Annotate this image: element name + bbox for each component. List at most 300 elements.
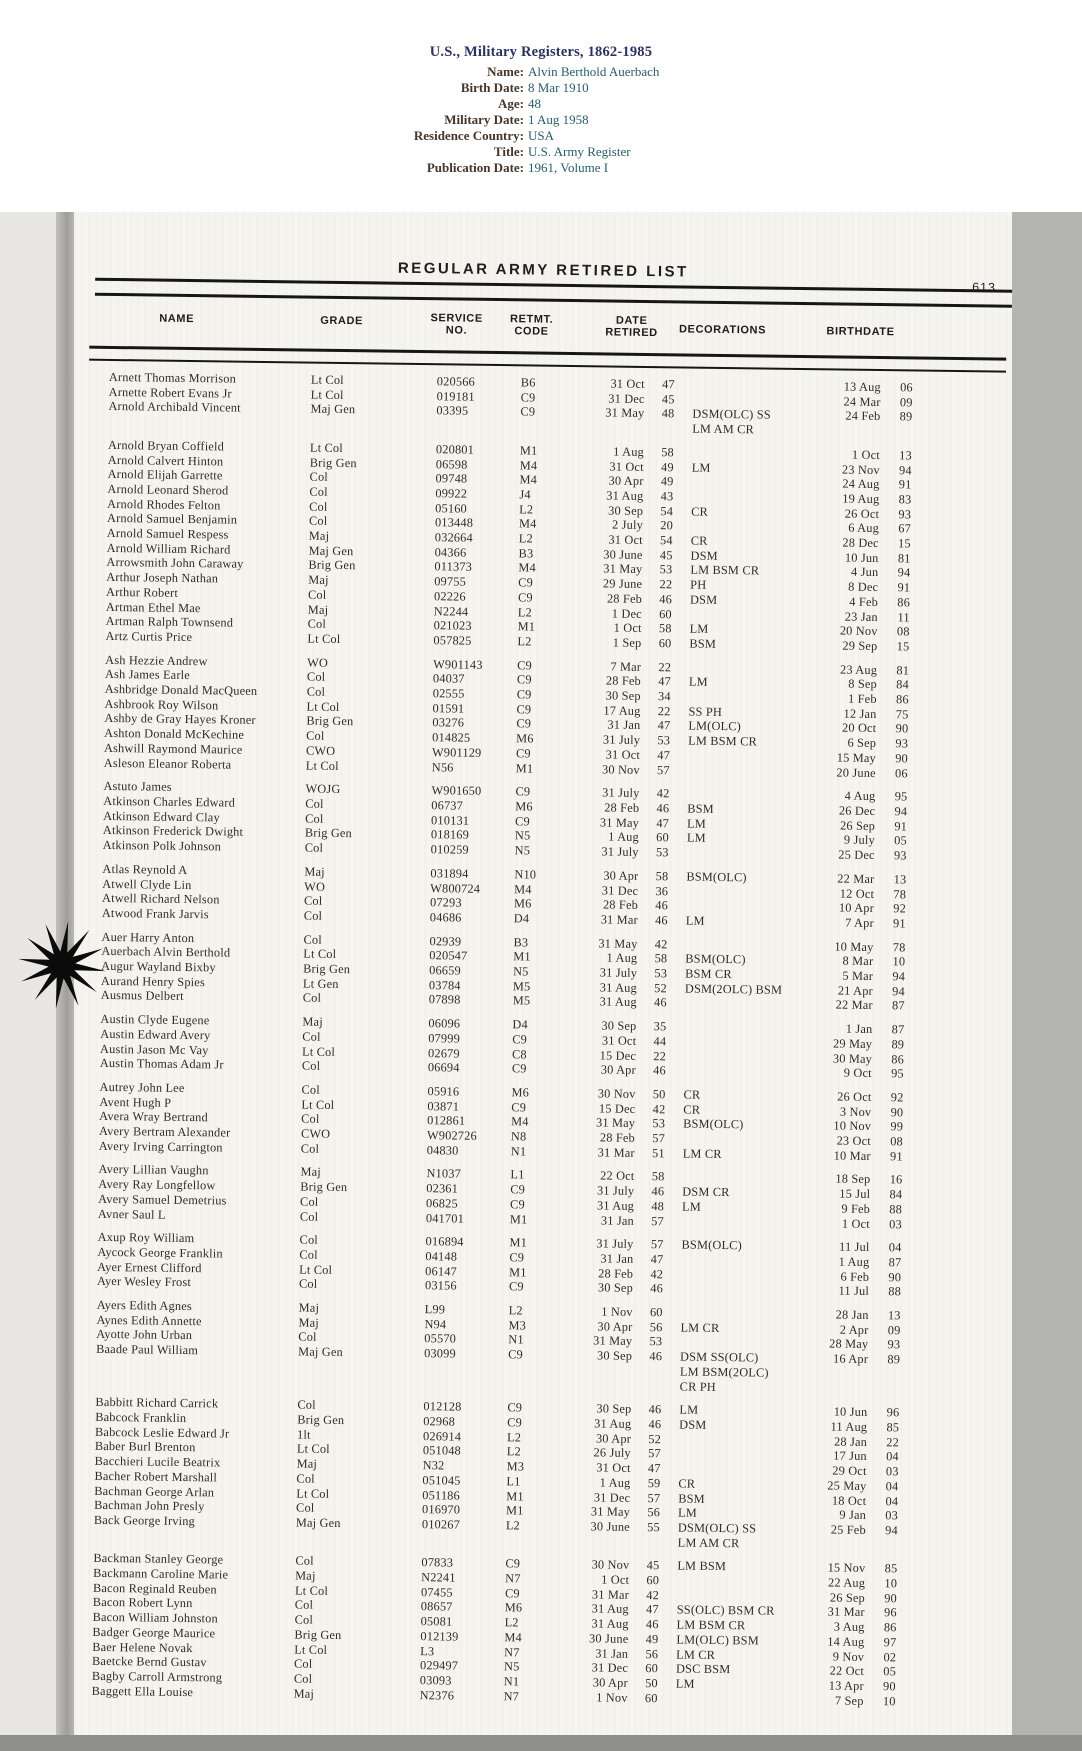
- cell-birthdate-year: 97: [883, 1635, 897, 1650]
- cell-date-year: 46: [650, 1281, 664, 1296]
- cell-date-retired: 31 Jan: [607, 717, 641, 733]
- cell-service-no: 02939: [429, 933, 462, 949]
- cell-name: Avery Lillian Vaughn: [98, 1162, 209, 1178]
- cell-decorations: DSM: [690, 548, 718, 563]
- cell-retmt-code: C9: [518, 575, 534, 590]
- cell-date-year: 57: [656, 762, 670, 777]
- cell-retmt-code: M4: [519, 457, 538, 473]
- cell-service-no: 026914: [422, 1428, 462, 1444]
- cell-date-year: 48: [651, 1198, 665, 1214]
- cell-service-no: 03099: [424, 1346, 456, 1361]
- field-label: Residence Country:: [413, 128, 524, 143]
- cell-service-no: 07898: [428, 992, 461, 1008]
- cell-service-no: 02679: [427, 1045, 460, 1061]
- cell-name: Asleson Eleanor Roberta: [103, 755, 232, 772]
- cell-birthdate-year: 05: [894, 833, 907, 848]
- cell-retmt-code: N5: [514, 843, 531, 858]
- cell-date-retired: 31 July: [596, 1183, 635, 1199]
- record-field-row: [0, 112, 1082, 128]
- cell-birthdate-year: 86: [891, 1051, 905, 1066]
- cell-date-year: 35: [653, 1019, 667, 1034]
- cell-date-retired: 30 Sep: [597, 1280, 634, 1296]
- cell-date-year: 58: [655, 868, 669, 884]
- cell-retmt-code: M4: [519, 472, 538, 487]
- cell-grade: 1lt: [296, 1427, 311, 1442]
- cell-retmt-code: N5: [514, 828, 531, 843]
- cell-name: Arnold William Richard: [106, 540, 231, 557]
- cell-date-retired: 31 Dec: [601, 882, 639, 898]
- cell-birthdate-year: 88: [889, 1202, 903, 1217]
- cell-name: Avery Samuel Demetrius: [98, 1191, 227, 1208]
- cell-date-year: 47: [662, 377, 675, 392]
- cell-date-year: 58: [661, 444, 675, 460]
- cell-decorations: LM: [686, 830, 706, 846]
- cell-retmt-code: B3: [513, 934, 529, 950]
- cell-date-year: 42: [652, 1101, 666, 1116]
- cell-birthdate: 7 Sep: [834, 1693, 864, 1708]
- cell-service-no: 012128: [423, 1399, 462, 1414]
- scanned-register-page: [74, 212, 1012, 1735]
- cell-decorations: LM: [681, 1199, 702, 1214]
- cell-name: Atkinson Frederick Dwight: [102, 823, 244, 840]
- cell-service-no: 016894: [425, 1234, 464, 1249]
- cell-service-no: 02226: [433, 589, 466, 604]
- cell-name: Bachman John Presly: [94, 1498, 205, 1514]
- cell-name: Babcock Franklin: [95, 1409, 187, 1426]
- cell-decorations: CR: [691, 504, 709, 519]
- cell-birthdate-year: 99: [890, 1119, 904, 1134]
- cell-retmt-code: C9: [517, 590, 533, 605]
- cell-service-no: 05081: [420, 1614, 453, 1629]
- cell-service-no: 07999: [428, 1031, 461, 1046]
- cell-name: Arrowsmith John Caraway: [106, 555, 244, 572]
- cell-birthdate-year: 81: [897, 551, 911, 566]
- cell-date-retired: 31 May: [590, 1504, 631, 1520]
- cell-birthdate-year: 02: [883, 1649, 897, 1664]
- cell-birthdate: 24 Mar: [843, 394, 881, 409]
- collection-title: U.S., Military Registers, 1862-1985: [429, 44, 653, 60]
- cell-decorations: SS(OLC) BSM CR: [676, 1602, 775, 1619]
- cell-date-year: 46: [648, 1417, 662, 1432]
- field-value: USA: [528, 128, 555, 143]
- cell-service-no: 019181: [436, 388, 475, 404]
- cell-retmt-code: M4: [504, 1630, 523, 1645]
- cell-grade: Lt Col: [301, 1044, 336, 1059]
- list-title: REGULAR ARMY RETIRED LIST: [397, 259, 689, 281]
- cell-decorations: DSM SS(OLC) LM BSM(2OLC) CR PH: [679, 1349, 769, 1394]
- cell-decorations: [688, 763, 788, 764]
- cell-grade: Maj: [296, 1456, 318, 1471]
- cell-retmt-code: M5: [512, 979, 531, 994]
- cell-grade: Col: [306, 684, 326, 699]
- cell-grade: Maj: [295, 1568, 316, 1583]
- field-label: Age:: [498, 96, 524, 111]
- record-header: [0, 44, 1082, 176]
- cell-birthdate-year: 85: [886, 1420, 900, 1435]
- cell-date-retired: 31 Dec: [593, 1489, 631, 1505]
- cell-grade: Lt Col: [305, 758, 339, 773]
- cell-retmt-code: M4: [518, 560, 536, 575]
- cell-service-no: 020547: [429, 948, 468, 963]
- cell-date-retired: 1 Oct: [613, 620, 642, 636]
- cell-date-year: 53: [654, 966, 668, 981]
- cell-retmt-code: M4: [518, 516, 537, 531]
- cell-name: Artman Ralph Townsend: [105, 614, 234, 630]
- cell-decorations: DSM: [679, 1417, 707, 1432]
- cell-retmt-code: M6: [516, 731, 534, 746]
- cell-date-retired: 31 Aug: [599, 994, 637, 1010]
- cell-date-retired: 15 Dec: [599, 1047, 637, 1063]
- cell-grade: Lt Col: [309, 440, 344, 455]
- cell-grade: Maj Gen: [298, 1344, 344, 1360]
- field-value: 48: [528, 96, 541, 111]
- cell-name: Ashby de Gray Hayes Kroner: [104, 711, 256, 728]
- cell-date-retired: 31 May: [593, 1333, 633, 1349]
- cell-grade: Col: [305, 811, 324, 826]
- cell-grade: Col: [298, 1276, 318, 1292]
- cell-date-year: 60: [658, 636, 672, 651]
- cell-service-no: N32: [422, 1458, 445, 1473]
- cell-retmt-code: M1: [509, 1211, 528, 1227]
- cell-name: Arnold Rhodes Felton: [107, 496, 221, 513]
- cell-date-year: 20: [660, 518, 674, 533]
- cell-birthdate-year: 09: [899, 395, 913, 410]
- cell-retmt-code: M4: [514, 881, 532, 897]
- cell-birthdate-year: 91: [889, 1148, 903, 1164]
- cell-name: Atwell Clyde Lin: [102, 876, 192, 892]
- cell-grade: Col: [304, 840, 324, 855]
- cell-decorations: DSM(OLC) SS LM AM CR: [677, 1520, 757, 1550]
- cell-date-retired: 31 Oct: [601, 1033, 637, 1048]
- cell-date-retired: 31 May: [599, 815, 640, 830]
- cell-retmt-code: M3: [508, 1318, 527, 1333]
- cell-date-year: 58: [658, 621, 672, 636]
- cell-name: Ashwill Raymond Maurice: [103, 740, 243, 757]
- field-label: Name:: [487, 64, 524, 79]
- cell-date-retired: 1 Sep: [612, 635, 642, 650]
- cell-name: Ashbridge Donald MacQueen: [104, 681, 258, 698]
- cell-decorations: LM: [675, 1676, 695, 1691]
- cell-service-no: 04148: [425, 1249, 458, 1264]
- cell-name: Bacchieri Lucile Beatrix: [94, 1453, 221, 1470]
- cell-grade: Maj: [298, 1300, 320, 1315]
- cell-retmt-code: M4: [511, 1114, 529, 1129]
- cell-retmt-code: M1: [509, 1264, 527, 1280]
- cell-birthdate: 23 Oct: [836, 1133, 872, 1149]
- cell-birthdate: 3 Aug: [833, 1619, 865, 1635]
- cell-service-no: 010131: [431, 812, 470, 828]
- cell-birthdate-year: 04: [885, 1479, 899, 1494]
- cell-birthdate-year: 89: [887, 1352, 901, 1367]
- cell-decorations: [684, 1064, 784, 1065]
- cell-date-retired: 31 Aug: [591, 1616, 629, 1631]
- cell-date-retired: 30 Apr: [597, 1319, 633, 1334]
- cell-birthdate-year: 88: [888, 1284, 902, 1299]
- cell-grade: Maj Gen: [308, 543, 354, 558]
- cell-birthdate-year: 91: [894, 818, 908, 834]
- cell-retmt-code: C9: [515, 813, 530, 829]
- cell-birthdate: 26 Dec: [838, 803, 876, 818]
- cell-birthdate: 26 Oct: [837, 1089, 872, 1104]
- cell-birthdate: 15 May: [836, 750, 877, 765]
- cell-name: Avery Bertram Alexander: [98, 1123, 231, 1140]
- cell-decorations: [679, 1462, 779, 1463]
- cell-retmt-code: M1: [506, 1488, 524, 1503]
- cell-decorations: LM: [688, 674, 708, 690]
- cell-name: Back George Irving: [93, 1512, 196, 1529]
- cell-birthdate: 4 Feb: [849, 594, 879, 609]
- cell-birthdate: 29 May: [833, 1036, 873, 1051]
- cell-date-retired: 31 May: [598, 936, 638, 951]
- cell-grade: Maj: [293, 1686, 315, 1701]
- record-field-row: [0, 160, 1082, 176]
- cell-retmt-code: D4: [512, 1017, 528, 1032]
- cell-date-year: 60: [659, 606, 672, 621]
- cell-service-no: 07293: [429, 895, 462, 910]
- cell-date-year: 42: [650, 1266, 664, 1281]
- cell-date-retired: 31 Mar: [600, 912, 638, 927]
- cell-retmt-code: M5: [512, 993, 531, 1008]
- cell-name: Aynes Edith Annette: [96, 1312, 202, 1329]
- cell-grade: Col: [297, 1397, 316, 1413]
- cell-retmt-code: D4: [513, 911, 530, 926]
- cell-grade: Col: [306, 669, 326, 685]
- cell-birthdate: 22 Aug: [827, 1575, 866, 1590]
- cell-date-retired: 30 Apr: [603, 868, 639, 883]
- cell-date-year: 46: [648, 1402, 662, 1417]
- cell-decorations: [677, 1588, 777, 1589]
- cell-birthdate: 2 Apr: [839, 1322, 869, 1337]
- cell-retmt-code: M1: [509, 1235, 528, 1250]
- cell-birthdate-year: 93: [895, 736, 909, 751]
- cell-birthdate-year: 90: [884, 1590, 898, 1606]
- cell-retmt-code: N7: [505, 1571, 521, 1586]
- cell-name: Arnold Bryan Coffield: [107, 437, 225, 454]
- cell-birthdate-year: 90: [883, 1679, 896, 1694]
- cell-date-retired: 31 May: [595, 1115, 636, 1131]
- cell-decorations: BSM(OLC): [686, 869, 747, 885]
- cell-date-year: 60: [646, 1573, 660, 1588]
- cell-birthdate-year: 78: [892, 939, 906, 955]
- cell-date-retired: 30 Apr: [608, 473, 644, 489]
- cell-retmt-code: N5: [503, 1659, 520, 1674]
- cell-retmt-code: C9: [507, 1415, 523, 1430]
- cell-date-retired: 30 Apr: [592, 1675, 628, 1690]
- cell-retmt-code: C9: [516, 702, 532, 717]
- cell-service-no: 09748: [435, 471, 468, 486]
- field-label: Military Date:: [444, 112, 524, 127]
- cell-date-year: 46: [645, 1617, 659, 1632]
- cell-service-no: 012139: [420, 1628, 459, 1644]
- cell-service-no: N2376: [419, 1687, 455, 1703]
- cell-retmt-code: N5: [513, 964, 529, 979]
- cell-decorations: [693, 378, 793, 379]
- cell-decorations: [688, 787, 788, 788]
- cell-date-retired: 31 Jan: [600, 1251, 634, 1266]
- cell-date-year: 22: [657, 703, 671, 719]
- cell-grade: Col: [303, 908, 323, 923]
- cell-grade: Col: [294, 1612, 314, 1627]
- cell-date-year: 42: [646, 1587, 660, 1602]
- cell-name: Atkinson Polk Johnson: [102, 837, 222, 854]
- cell-date-retired: 31 July: [602, 732, 641, 748]
- cell-retmt-code: M6: [513, 896, 532, 911]
- cell-birthdate-year: 96: [886, 1405, 900, 1420]
- field-value: 8 Mar 1910: [528, 80, 589, 95]
- cell-grade: Brig Gen: [309, 455, 357, 470]
- cell-service-no: W901143: [433, 656, 483, 672]
- record-field-row: [0, 144, 1082, 160]
- cell-date-retired: 30 Nov: [601, 762, 640, 777]
- cell-date-year: 59: [647, 1475, 661, 1491]
- cell-name: Austin Jason Mc Vay: [100, 1041, 209, 1057]
- cell-retmt-code: L2: [517, 604, 533, 620]
- cell-grade: Col: [299, 1247, 318, 1262]
- cell-date-retired: 1 Aug: [608, 829, 639, 845]
- cell-retmt-code: C9: [520, 404, 536, 419]
- cell-date-retired: 30 June: [590, 1519, 630, 1534]
- cell-name: Arnold Elijah Garrette: [107, 467, 223, 483]
- cell-name: Avera Wray Bertrand: [99, 1109, 208, 1125]
- page-number: 613: [972, 280, 997, 295]
- cell-decorations: [681, 1306, 781, 1307]
- cell-birthdate-year: 06: [894, 765, 908, 781]
- cell-date-year: 55: [647, 1520, 660, 1535]
- cell-retmt-code: N1: [503, 1674, 520, 1689]
- cell-date-retired: 31 Oct: [608, 532, 643, 547]
- cell-date-retired: 30 Nov: [597, 1086, 636, 1101]
- cell-service-no: N56: [431, 759, 454, 775]
- record-field-row: [0, 96, 1082, 112]
- cell-service-no: W901129: [431, 745, 482, 760]
- cell-birthdate: 25 May: [827, 1478, 867, 1493]
- cell-service-no: 010267: [421, 1517, 461, 1532]
- cell-grade: Col: [299, 1232, 319, 1248]
- cell-date-retired: 31 Dec: [591, 1660, 629, 1676]
- cell-birthdate: 12 Jan: [843, 706, 877, 721]
- cell-date-year: 46: [651, 1184, 665, 1199]
- cell-date-retired: 1 Aug: [613, 444, 645, 459]
- cell-name: Baetcke Bernd Gustav: [91, 1654, 207, 1670]
- cell-date-year: 57: [648, 1446, 661, 1461]
- cell-grade: Lt Col: [294, 1583, 329, 1598]
- cell-birthdate-year: 85: [884, 1561, 898, 1576]
- cell-grade: Col: [296, 1471, 315, 1486]
- cell-decorations: CR: [683, 1102, 701, 1117]
- cell-date-year: 34: [657, 689, 671, 704]
- cell-name: Babbitt Richard Carrick: [95, 1395, 219, 1411]
- cell-birthdate-year: 05: [883, 1664, 897, 1679]
- cell-date-year: 60: [649, 1305, 663, 1320]
- cell-date-year: 42: [656, 786, 670, 801]
- cell-service-no: 016970: [422, 1502, 461, 1517]
- cell-retmt-code: L2: [506, 1444, 522, 1459]
- cell-service-no: N2244: [433, 603, 469, 619]
- cell-name: Arnett Thomas Morrison: [108, 369, 237, 386]
- cell-date-retired: 31 Mar: [597, 1145, 635, 1160]
- cell-date-year: 57: [650, 1237, 664, 1252]
- cell-date-year: 50: [645, 1676, 658, 1691]
- cell-retmt-code: C9: [517, 657, 533, 673]
- cell-birthdate-year: 15: [896, 639, 910, 654]
- cell-service-no: 01591: [432, 700, 465, 716]
- cell-service-no: 06147: [425, 1263, 458, 1279]
- cell-date-year: 53: [655, 845, 669, 860]
- cell-name: Ayotte John Urban: [96, 1327, 193, 1343]
- cell-name: Atwell Richard Nelson: [101, 891, 220, 907]
- cell-date-year: 53: [649, 1334, 663, 1349]
- cell-date-year: 54: [660, 503, 674, 518]
- cell-grade: Maj: [304, 864, 325, 879]
- cell-retmt-code: C9: [516, 672, 532, 687]
- cell-grade: Brig Gen: [303, 961, 351, 977]
- cell-birthdate-year: 83: [898, 492, 912, 507]
- cell-date-year: 60: [644, 1690, 658, 1705]
- cell-date-year: 49: [645, 1631, 659, 1647]
- cell-service-no: 03395: [436, 403, 469, 419]
- cell-grade: Maj: [308, 528, 330, 543]
- cell-service-no: 05160: [435, 500, 468, 516]
- cell-date-year: 22: [653, 1048, 667, 1063]
- horizontal-rule: [95, 293, 1012, 308]
- cell-retmt-code: C9: [509, 1250, 525, 1265]
- cell-birthdate-year: 10: [892, 954, 906, 969]
- cell-name: Aycock George Franklin: [97, 1244, 223, 1261]
- cell-birthdate: 22 Oct: [829, 1663, 865, 1679]
- cell-name: Atlas Reynold A: [102, 861, 188, 877]
- cell-date-retired: 15 Dec: [598, 1101, 636, 1116]
- cell-name: Ashbrook Roy Wilson: [104, 696, 219, 713]
- cell-birthdate-year: 22: [886, 1434, 900, 1450]
- cell-retmt-code: C9: [516, 687, 532, 702]
- cell-date-year: 50: [652, 1087, 666, 1102]
- cell-name: Ash James Earle: [104, 667, 191, 683]
- cell-service-no: 020566: [436, 374, 476, 389]
- cell-grade: Col: [296, 1500, 315, 1515]
- cell-date-retired: 31 Aug: [606, 488, 644, 503]
- cell-grade: Col: [302, 1029, 321, 1044]
- cell-grade: Lt Col: [303, 946, 337, 962]
- cell-service-no: 012861: [427, 1113, 466, 1129]
- cell-decorations: [689, 660, 789, 661]
- cell-birthdate: 10 Nov: [833, 1118, 872, 1134]
- cell-birthdate-year: 92: [893, 901, 907, 916]
- cell-service-no: L3: [420, 1643, 435, 1658]
- cell-decorations: LM: [685, 913, 705, 928]
- cell-decorations: [681, 1282, 781, 1283]
- field-value: 1961, Volume I: [528, 160, 609, 175]
- cell-date-year: 45: [646, 1558, 660, 1573]
- cell-grade: Col: [307, 616, 327, 632]
- cell-decorations: [684, 1049, 784, 1050]
- cell-grade: Lt Col: [294, 1642, 328, 1657]
- cell-birthdate: 25 Dec: [838, 847, 875, 863]
- cell-retmt-code: C9: [515, 784, 531, 799]
- cell-name: Autrey John Lee: [99, 1079, 185, 1095]
- cell-birthdate-year: 90: [895, 751, 909, 766]
- cell-date-retired: 1 Oct: [601, 1572, 630, 1587]
- cell-retmt-code: M3: [506, 1459, 525, 1474]
- cell-birthdate-year: 94: [894, 804, 908, 819]
- cell-date-year: 52: [654, 980, 668, 996]
- cell-name: Atkinson Edward Clay: [103, 808, 220, 825]
- cell-decorations: DSM: [689, 592, 718, 607]
- cell-name: Badger George Maurice: [92, 1624, 216, 1641]
- cell-grade: Col: [306, 728, 325, 743]
- cell-service-no: 051186: [422, 1487, 461, 1503]
- cell-service-no: 04830: [426, 1142, 459, 1158]
- cell-date-year: 46: [655, 898, 669, 913]
